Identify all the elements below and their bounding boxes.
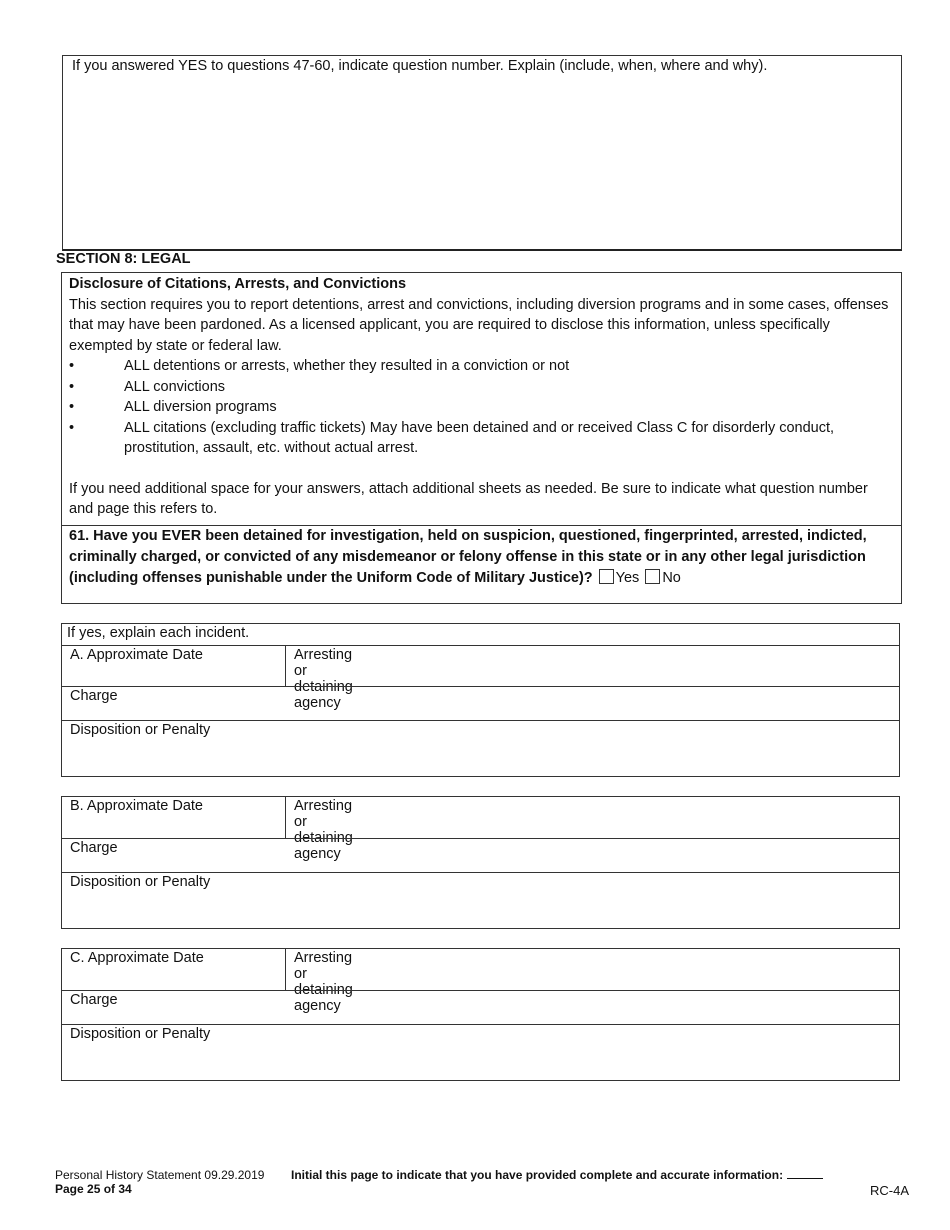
explanation-box[interactable] — [62, 55, 902, 251]
explanation-prompt: If you answered YES to questions 47-60, indicate question number. Explain (include, when, where and why). — [72, 58, 768, 74]
additional-space-note: If you need additional space for your answers, attach additional sheets as needed. Be sure to indicate what question number and page this refers to. — [69, 480, 868, 517]
disposition-label: Disposition or Penalty — [70, 1026, 211, 1042]
no-checkbox[interactable] — [645, 569, 660, 584]
initial-text: Initial this page to indicate that you have provided complete and accurate information: — [291, 1168, 784, 1182]
bullet-text: ALL citations (excluding traffic tickets) May have been detained and or received Class C for disorderly conduct, prostitution, assault, etc. without actual arrest. — [124, 419, 835, 456]
bullet-dot: • — [69, 378, 75, 395]
agency-cell[interactable] — [285, 646, 353, 711]
disposition-field[interactable] — [62, 720, 899, 776]
incident-b-table — [61, 796, 900, 929]
charge-field[interactable] — [62, 838, 899, 872]
disposition-field[interactable] — [62, 1024, 899, 1080]
bullet-item — [69, 356, 889, 377]
no-label: No — [662, 570, 681, 586]
agency-cell[interactable] — [285, 949, 353, 1014]
approximate-date-field[interactable]: C. Approximate Date — [70, 950, 204, 966]
bullet-item — [69, 377, 889, 398]
bullet-text: ALL convictions — [124, 378, 226, 395]
incident-c-table — [61, 948, 900, 1081]
agency-cell[interactable] — [285, 797, 353, 862]
yes-label: Yes — [615, 570, 640, 586]
agency-label: Arresting or detaining agency — [294, 950, 353, 1014]
bullet-text: ALL detentions or arrests, whether they resulted in a conviction or not — [124, 358, 570, 374]
disposition-label: Disposition or Penalty — [70, 874, 211, 890]
agency-label: Arresting or detaining agency — [294, 647, 353, 711]
section-title: SECTION 8: LEGAL — [56, 251, 191, 267]
bullet-item — [69, 397, 889, 418]
initial-statement — [291, 1168, 823, 1182]
yes-checkbox[interactable] — [599, 569, 614, 584]
bullet-dot: • — [69, 419, 75, 436]
question-61-text: 61. Have you EVER been detained for investigation, held on suspicion, questioned, fingerprinted, arrested, indicted, criminally charged, or convicted of any misdemeanor or felony offense in this state or in any other legal jurisdiction (including offenses punishable under the Uniform Code of Military Justice)? — [69, 528, 867, 586]
disclosure-intro: This section requires you to report detentions, arrest and convictions, including diversion programs and in some cases, offenses that may have been pardoned. As a licensed applicant, you are required to disclose this information, unless specifically exempted by state or federal law. — [69, 296, 889, 354]
charge-field[interactable] — [62, 990, 899, 1024]
form-code: RC-4A — [870, 1183, 910, 1198]
disposition-label: Disposition or Penalty — [70, 722, 211, 738]
charge-label: Charge — [70, 840, 118, 856]
disclosure-box — [61, 272, 902, 604]
footer-left — [55, 1168, 264, 1196]
footer-statement: Personal History Statement 09.29.2019 — [55, 1168, 265, 1182]
incident-explain-prompt: If yes, explain each incident. — [67, 625, 250, 641]
disclosure-title: Disclosure of Citations, Arrests, and Convictions — [69, 276, 407, 292]
bullet-item — [69, 418, 889, 459]
charge-label: Charge — [70, 688, 118, 704]
agency-label: Arresting or detaining agency — [294, 798, 353, 862]
bullet-dot: • — [69, 399, 75, 415]
disposition-field[interactable] — [62, 872, 899, 928]
question-61 — [62, 525, 901, 589]
bullet-text: ALL diversion programs — [124, 399, 277, 415]
charge-label: Charge — [70, 992, 118, 1008]
approximate-date-field[interactable]: A. Approximate Date — [70, 647, 203, 663]
initial-field[interactable] — [787, 1178, 823, 1179]
bullet-dot: • — [69, 358, 75, 374]
incident-a-table — [61, 623, 900, 777]
approximate-date-field[interactable]: B. Approximate Date — [70, 798, 203, 814]
charge-field[interactable] — [62, 686, 899, 720]
page-number: Page 25 of 34 — [55, 1182, 132, 1196]
incident-explain-row — [62, 624, 899, 645]
